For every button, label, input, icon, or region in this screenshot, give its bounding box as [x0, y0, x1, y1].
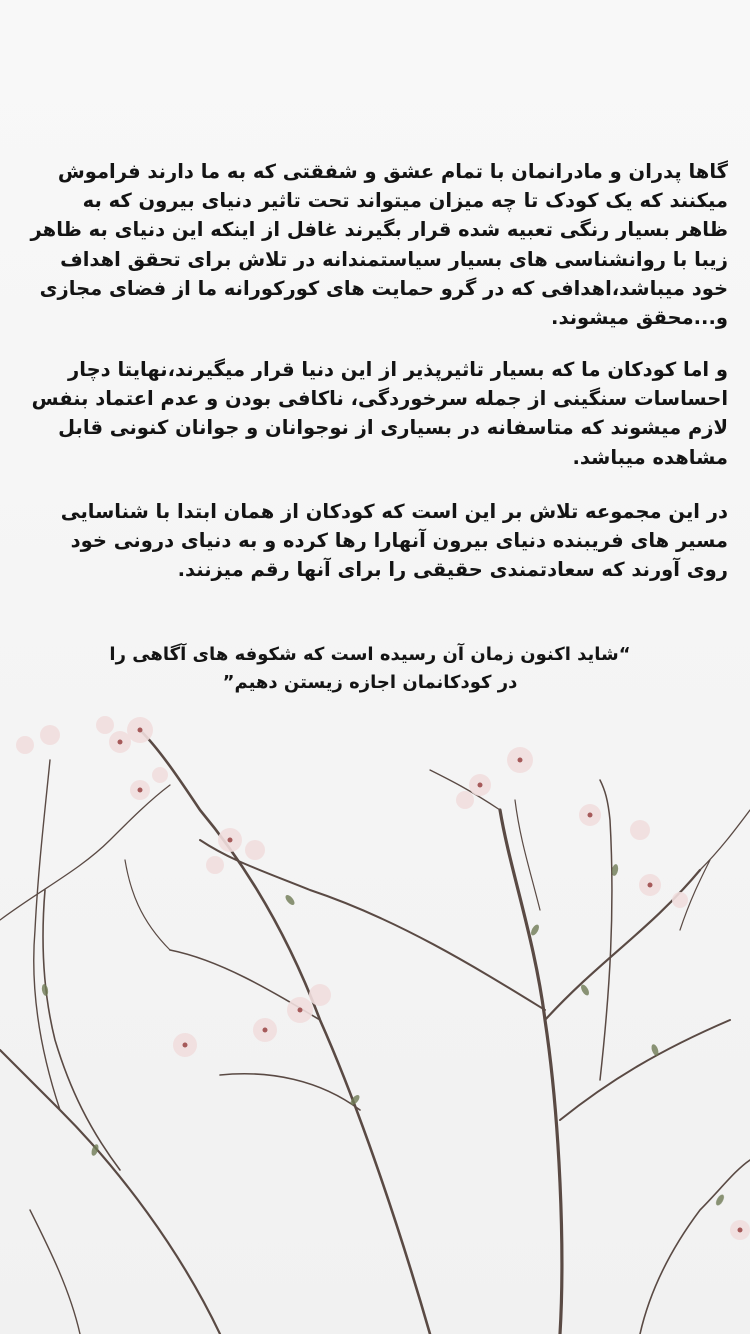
paragraph-3: در این مجموعه تلاش بر این است که کودکان از همان ابتدا با شناسایی مسیر های فریبنده دنیای بیرون آنهارا رها کرده و به دنیای درونی خود روی آورند که سعادتمندی حقیقی را برای آنها رقم میزنند.: [60, 500, 728, 582]
paragraph-2: و اما کودکان ما که بسیار تاثیرپذیر از این دنیا قرار میگیرند،نهایتا دچار احساسات سنگینی از جمله سرخوردگی، ناکافی بودن و عدم اعتماد بنفس لازم میشوند که متاسفانه در بسیاری از نوجوانان و جوانان کنونی قابل مشاهده میباشد.: [31, 358, 728, 469]
quote: “شاید اکنون زمان آن رسیده است که شکوفه های آگاهی را در کودکانمان اجازه زیستن دهیم”: [109, 644, 631, 693]
blossom-branches-illustration: [0, 690, 750, 1334]
paragraph-1: گاها پدران و مادرانمان با تمام عشق و شفقتی که به ما دارند فراموش میکنند که یک کودک تا چه میزان میتواند تحت تاثیر دنیای بیرون که به ظاهر بسیار رنگی تعبیه شده قرار بگیرند غافل از اینکه این دنیای به ظاهر زیبا با روانشناسی های بسیار سیاستمندانه در تلاش برای تحقق اهداف خود میباشد،اهدافی که در گرو حمایت های کورکورانه ما از فضای مجازی و...محقق میشوند.: [30, 160, 728, 330]
